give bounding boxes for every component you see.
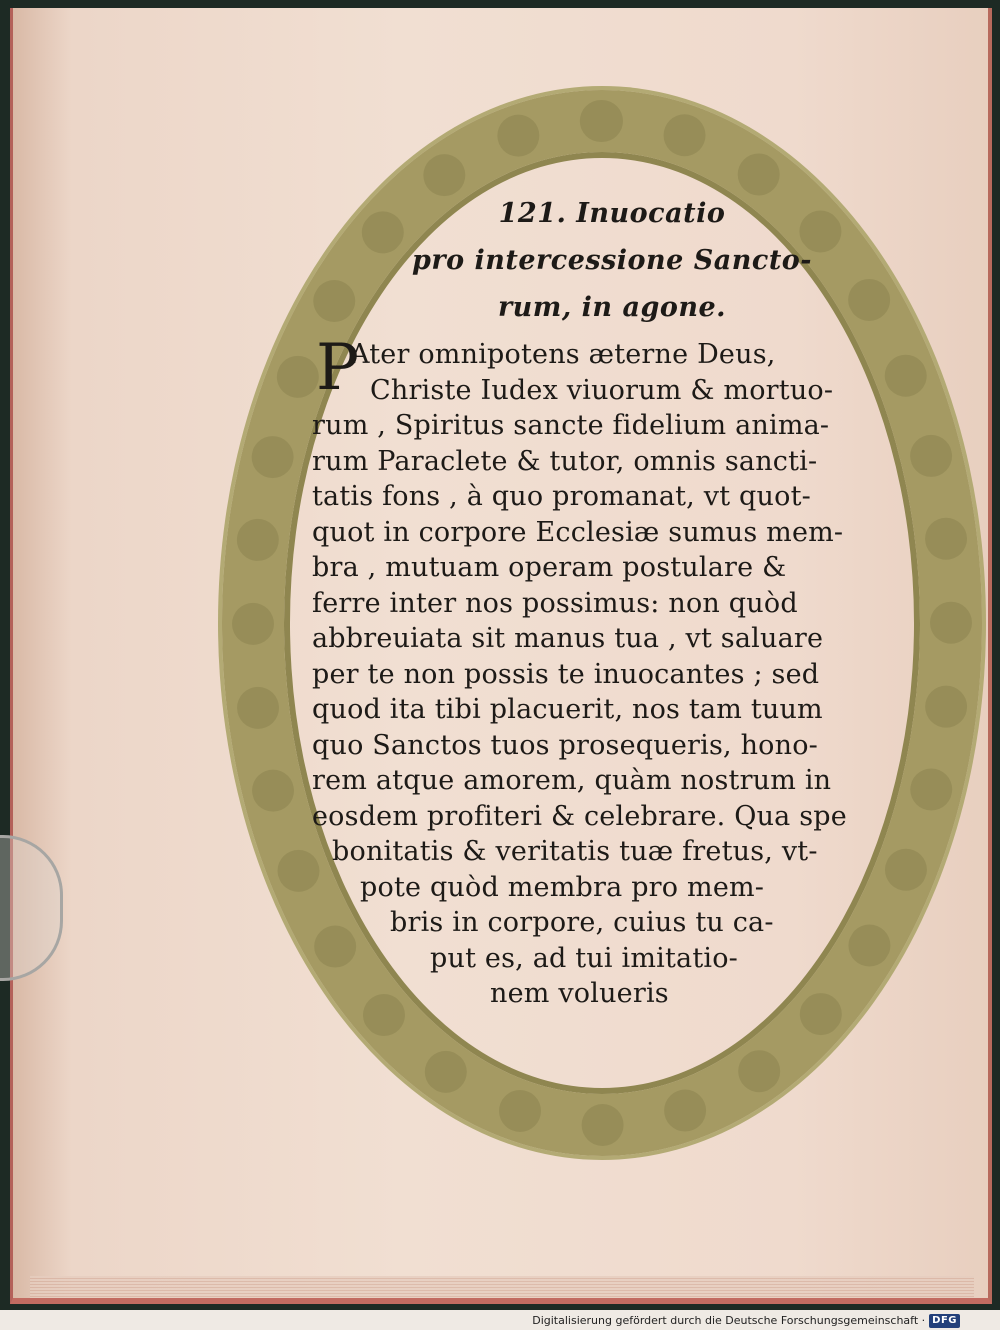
heading-line: pro intercessione Sancto- [411, 245, 813, 276]
heading-line: rum, in agone. [497, 292, 727, 323]
credit-text: Digitalisierung gefördert durch die Deutsche Forschungsgemeinschaft · [532, 1314, 926, 1327]
body-line: bris in corpore, cuius tu ca- [390, 907, 774, 938]
body-line: rum Paraclete & tutor, omnis sancti- [312, 445, 818, 477]
body-line: tatis fons , à quo promanat, vt quot- [312, 481, 811, 512]
body-line: quo Sanctos tuos prosequeris, hono- [312, 729, 818, 761]
body-line: abbreuiata sit manus tua , vt saluare [312, 623, 824, 654]
body-line: put es, ad tui imitatio- [430, 942, 739, 974]
body-line: per te non possis te inuocantes ; sed [312, 658, 820, 690]
prayer-body [312, 331, 912, 1012]
digitization-credit [532, 1314, 960, 1328]
body-line: eosdem profiteri & celebrare. Qua spe [312, 800, 847, 832]
body-line: rem atque amorem, quàm nostrum in [312, 765, 832, 796]
body-line: Ater omnipotens æterne Deus, [350, 339, 776, 370]
body-line: bonitatis & veritatis tuæ fretus, vt- [332, 836, 818, 867]
body-line: pote quòd membra pro mem- [360, 871, 765, 903]
dfg-logo: DFG [929, 1314, 960, 1328]
body-line: rum , Spiritus sancte fidelium anima- [312, 410, 830, 441]
prayer-text-block [312, 190, 912, 1070]
body-line: quod ita tibi placuerit, nos tam tuum [312, 694, 823, 725]
page-edges [30, 1276, 974, 1298]
drop-cap: P [316, 331, 360, 405]
prayer-heading [312, 190, 912, 331]
heading-line: 121. Inuocatio [498, 198, 726, 229]
body-line: nem volueris [490, 978, 669, 1009]
body-line: bra , mutuam operam postulare & [312, 552, 787, 583]
body-line: Christe Iudex viuorum & mortuo- [370, 374, 834, 406]
body-line: quot in corpore Ecclesiæ sumus mem- [312, 516, 844, 548]
body-line: ferre inter nos possimus: non quòd [312, 587, 798, 619]
